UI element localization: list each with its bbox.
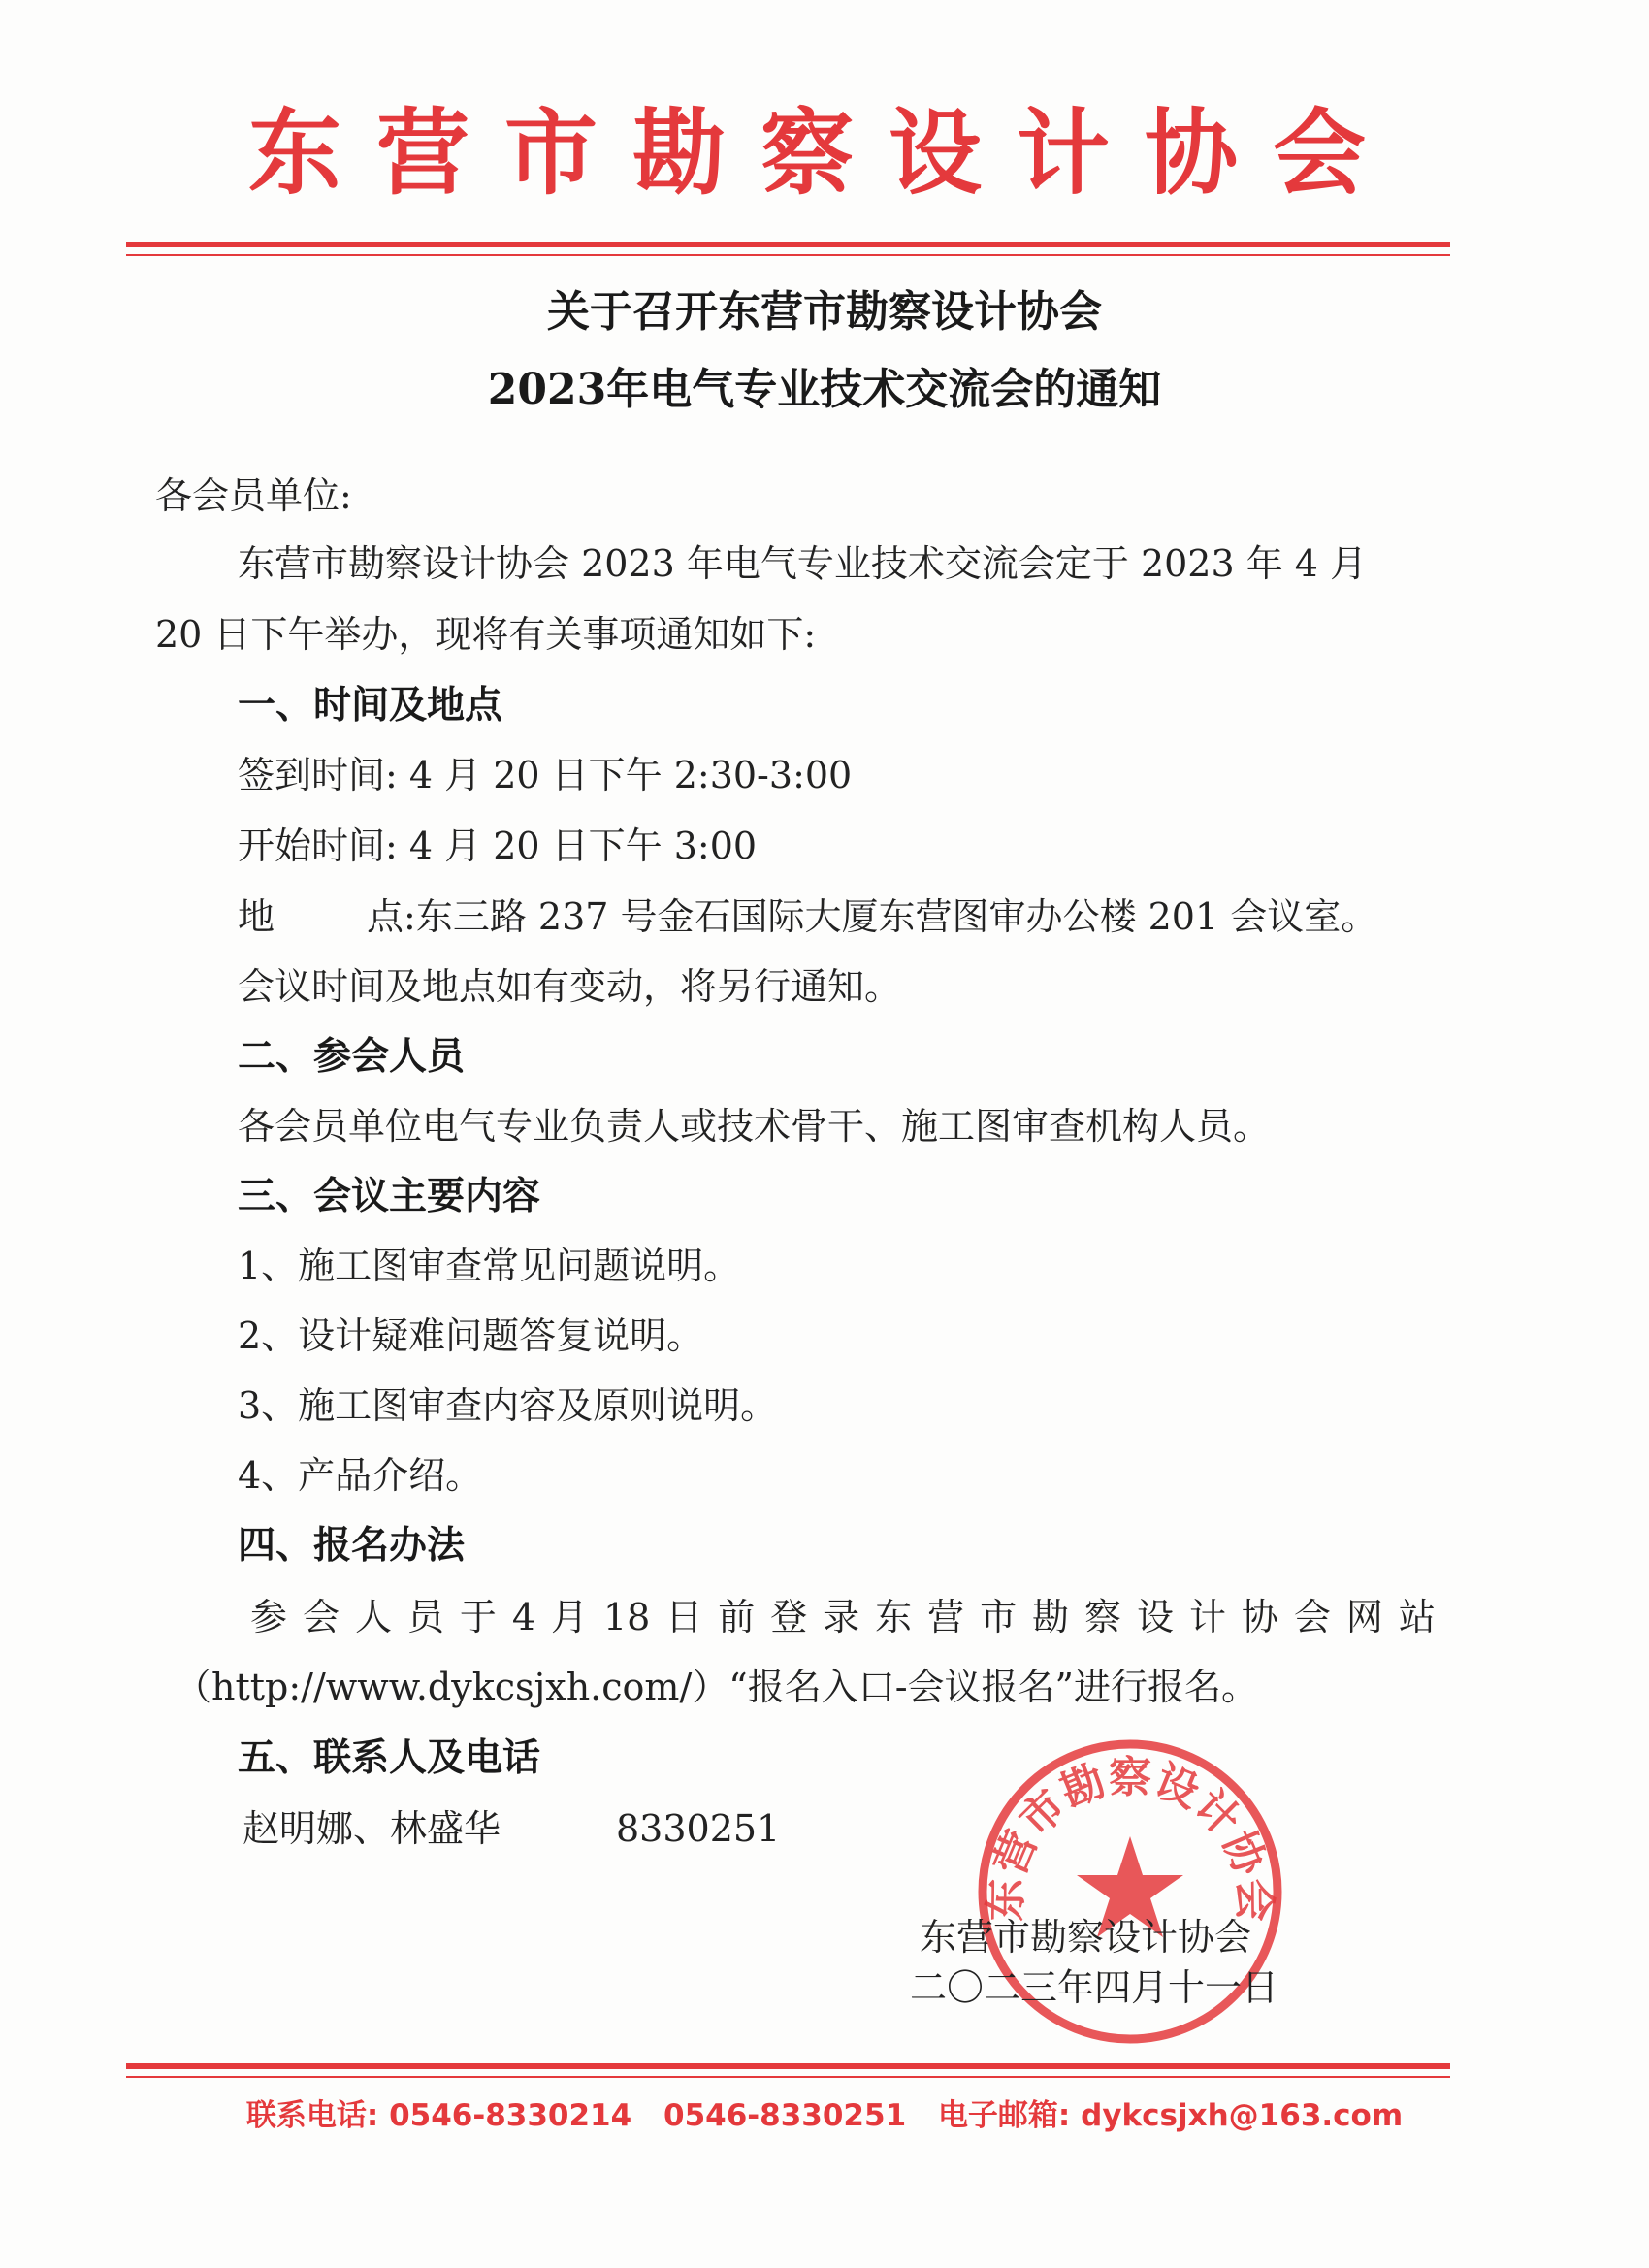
registration-line1 [250, 1596, 1436, 1638]
content-item: 2、设计疑难问题答复说明。 [238, 1314, 704, 1357]
registration-word: 网 [1345, 1596, 1383, 1638]
place-value: 东三路 237 号金石国际大厦东营图审办公楼 201 会议室。 [415, 895, 1378, 938]
registration-word: 参 [250, 1596, 288, 1638]
start-time: 开始时间: 4 月 20 日下午 3:00 [238, 825, 758, 867]
registration-line2: （http://www.dykcsjxh.com/）“报名入口-会议报名”进行报名。 [175, 1666, 1258, 1708]
registration-word: 察 [1084, 1596, 1122, 1638]
footer-contact [0, 2098, 1649, 2133]
section-heading-time-place: 一、时间及地点 [238, 684, 503, 728]
footer-phone1: 0546-8330214 [389, 2098, 632, 2133]
footer-email: dykcsjxh@163.com [1081, 2098, 1404, 2133]
registration-word: 设 [1136, 1596, 1174, 1638]
registration-word: 会 [302, 1596, 340, 1638]
registration-word: 18 [602, 1596, 651, 1638]
registration-word: 勘 [1032, 1596, 1070, 1638]
content-item: 4、产品介绍。 [238, 1454, 483, 1497]
footer-email-label: 电子邮箱: [937, 2098, 1071, 2133]
registration-word: 会 [1293, 1596, 1331, 1638]
section-heading-content: 三、会议主要内容 [238, 1175, 541, 1218]
footer-rule-thin [126, 2076, 1450, 2078]
contact-names: 赵明娜、林盛华 [242, 1807, 501, 1850]
registration-word: 人 [354, 1596, 392, 1638]
content-item: 3、施工图审查内容及原则说明。 [238, 1384, 778, 1427]
registration-word: 计 [1188, 1596, 1226, 1638]
registration-word: 4 [511, 1596, 536, 1638]
notice-title-line2: 2023年电气专业技术交流会的通知 [487, 365, 1162, 414]
footer-rule-thick [126, 2063, 1450, 2069]
section-heading-contact: 五、联系人及电话 [238, 1736, 541, 1780]
registration-word: 前 [718, 1596, 756, 1638]
footer-phone2: 0546-8330251 [663, 2098, 907, 2133]
registration-word: 录 [823, 1596, 860, 1638]
registration-word: 员 [406, 1596, 444, 1638]
signin-time: 签到时间: 4 月 20 日下午 2:30-3:00 [238, 754, 853, 796]
letterhead-rule-thick [126, 242, 1450, 247]
place-label-colon: 点: [367, 895, 416, 938]
footer-phone-label: 联系电话: [245, 2098, 379, 2133]
signature-date: 二〇二三年四月十一日 [910, 1966, 1279, 2009]
notice-title-line1: 关于召开东营市勘察设计协会 [547, 287, 1102, 337]
registration-word: 登 [770, 1596, 808, 1638]
registration-word: 站 [1398, 1596, 1436, 1638]
registration-word: 东 [875, 1596, 913, 1638]
change-note: 会议时间及地点如有变动，将另行通知。 [238, 965, 902, 1008]
letterhead-org-name: 东营市勘察设计协会 [248, 99, 1401, 208]
content-item: 1、施工图审查常见问题说明。 [238, 1245, 741, 1287]
letterhead-rule-thin [126, 254, 1450, 256]
registration-word: 协 [1241, 1596, 1278, 1638]
place-row [238, 895, 1378, 938]
registration-word: 市 [980, 1596, 1018, 1638]
registration-word: 营 [927, 1596, 965, 1638]
registration-word: 于 [459, 1596, 497, 1638]
section-heading-attendees: 二、参会人员 [238, 1035, 466, 1079]
signature-org: 东营市勘察设计协会 [920, 1916, 1252, 1959]
contact-phone: 8330251 [616, 1807, 781, 1850]
attendees-text: 各会员单位电气专业负责人或技术骨干、施工图审查机构人员。 [238, 1105, 1271, 1148]
section-heading-registration: 四、报名办法 [238, 1524, 466, 1568]
intro-line2: 20 日下午举办，现将有关事项通知如下: [155, 613, 817, 656]
seal-text: 东营市勘察设计协会 [981, 1753, 1279, 1922]
salutation: 各会员单位: [155, 474, 352, 517]
registration-word: 日 [665, 1596, 703, 1638]
registration-word: 月 [550, 1596, 588, 1638]
intro-line1: 东营市勘察设计协会 2023 年电气专业技术交流会定于 2023 年 4 月 [238, 542, 1368, 585]
place-label: 地 [238, 895, 275, 938]
